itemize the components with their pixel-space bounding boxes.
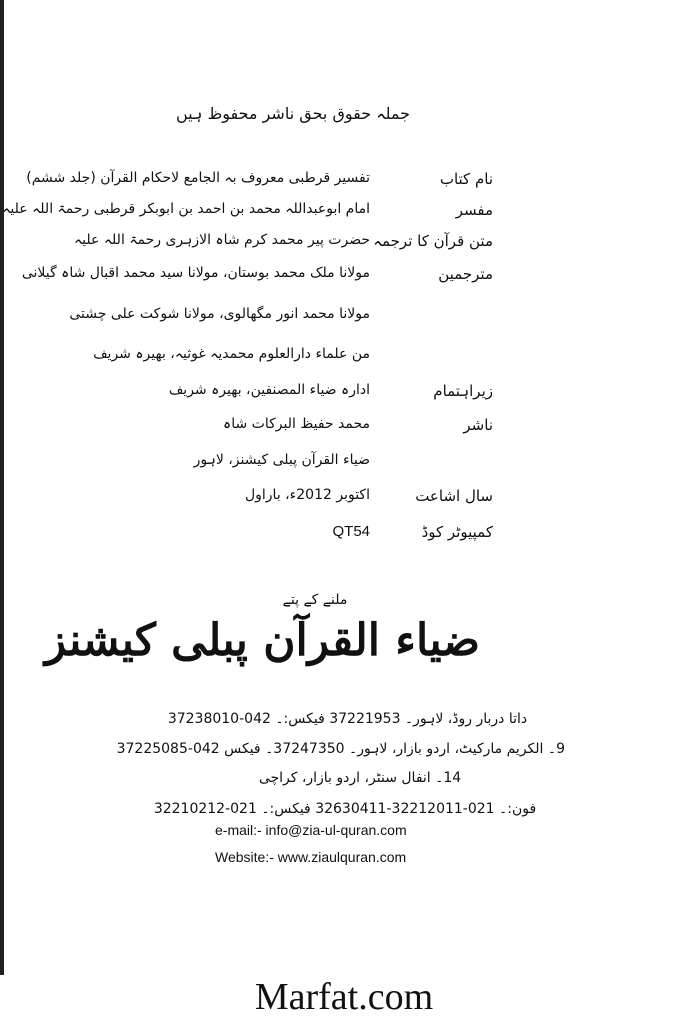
address-line-2: 9۔ الکریم مارکیٹ، اردو بازار، لاہور۔ 37247350۔ فیکس 042-37225085 bbox=[116, 741, 565, 757]
detail-value-publisher-1: محمد حفیظ البرکات شاہ bbox=[223, 416, 370, 432]
copyright-notice: جملہ حقوق بحق ناشر محفوظ ہیں bbox=[175, 104, 410, 123]
detail-label-quran-translation: متن قرآن کا ترجمہ bbox=[373, 232, 493, 250]
detail-label-publication-year: سال اشاعت bbox=[415, 487, 493, 505]
detail-label-publisher: ناشر bbox=[463, 416, 493, 434]
detail-value-translators-2: مولانا محمد انور مگھالوی، مولانا شوکت علی چشتی bbox=[69, 306, 370, 322]
detail-value-translators-3: من علماء دارالعلوم محمدیہ غوثیہ، بھیرہ شریف bbox=[93, 346, 370, 362]
detail-value-translators-1: مولانا ملک محمد بوستان، مولانا سید محمد اقبال شاہ گیلانی bbox=[21, 265, 370, 281]
website-address: Website:- www.ziaulquran.com bbox=[215, 849, 407, 865]
detail-value-publisher-2: ضیاء القرآن پبلی کیشنز، لاہور bbox=[193, 452, 370, 468]
detail-label-supervision: زیراہتمام bbox=[433, 382, 493, 400]
email-address: e-mail:- info@zia-ul-quran.com bbox=[215, 822, 407, 838]
detail-value-supervision: ادارہ ضیاء المصنفین، بھیرہ شریف bbox=[168, 382, 370, 398]
address-line-3: 14۔ انفال سنٹر، اردو بازار، کراچی bbox=[258, 770, 462, 786]
availability-heading: ملنے کے پتے bbox=[282, 592, 348, 608]
detail-value-quran-translation: حضرت پیر محمد کرم شاہ الازہری رحمۃ اللہ علیہ bbox=[73, 232, 370, 248]
address-line-1: داتا دربار روڈ، لاہور۔ 37221953 فیکس:۔ 042-37238010 bbox=[167, 711, 528, 727]
page-edge-shadow bbox=[0, 0, 4, 975]
detail-label-computer-code: کمپیوٹر کوڈ bbox=[421, 523, 493, 541]
detail-value-book-name: تفسیر قرطبی معروف بہ الجامع لاحکام القرآن (جلد ششم) bbox=[26, 170, 370, 186]
detail-label-book-name: نام کتاب bbox=[439, 170, 493, 188]
watermark-footer: Marfat.com bbox=[254, 976, 434, 1018]
detail-value-publication-year: اکتوبر 2012ء، باراول bbox=[244, 487, 370, 503]
detail-value-commentator: امام ابوعبداللہ محمد بن احمد بن ابوبکر قرطبی رحمۃ اللہ علیہ bbox=[2, 201, 370, 217]
address-line-4: فون:۔ 021-32212011-32630411 فیکس:۔ 021-32210212 bbox=[153, 801, 537, 817]
detail-value-computer-code: QT54 bbox=[332, 523, 370, 540]
detail-label-translators: مترجمین bbox=[438, 265, 493, 283]
detail-label-commentator: مفسر bbox=[455, 201, 493, 219]
publisher-brand-logo: ضیاء القرآن پبلی کیشنز bbox=[44, 615, 480, 666]
